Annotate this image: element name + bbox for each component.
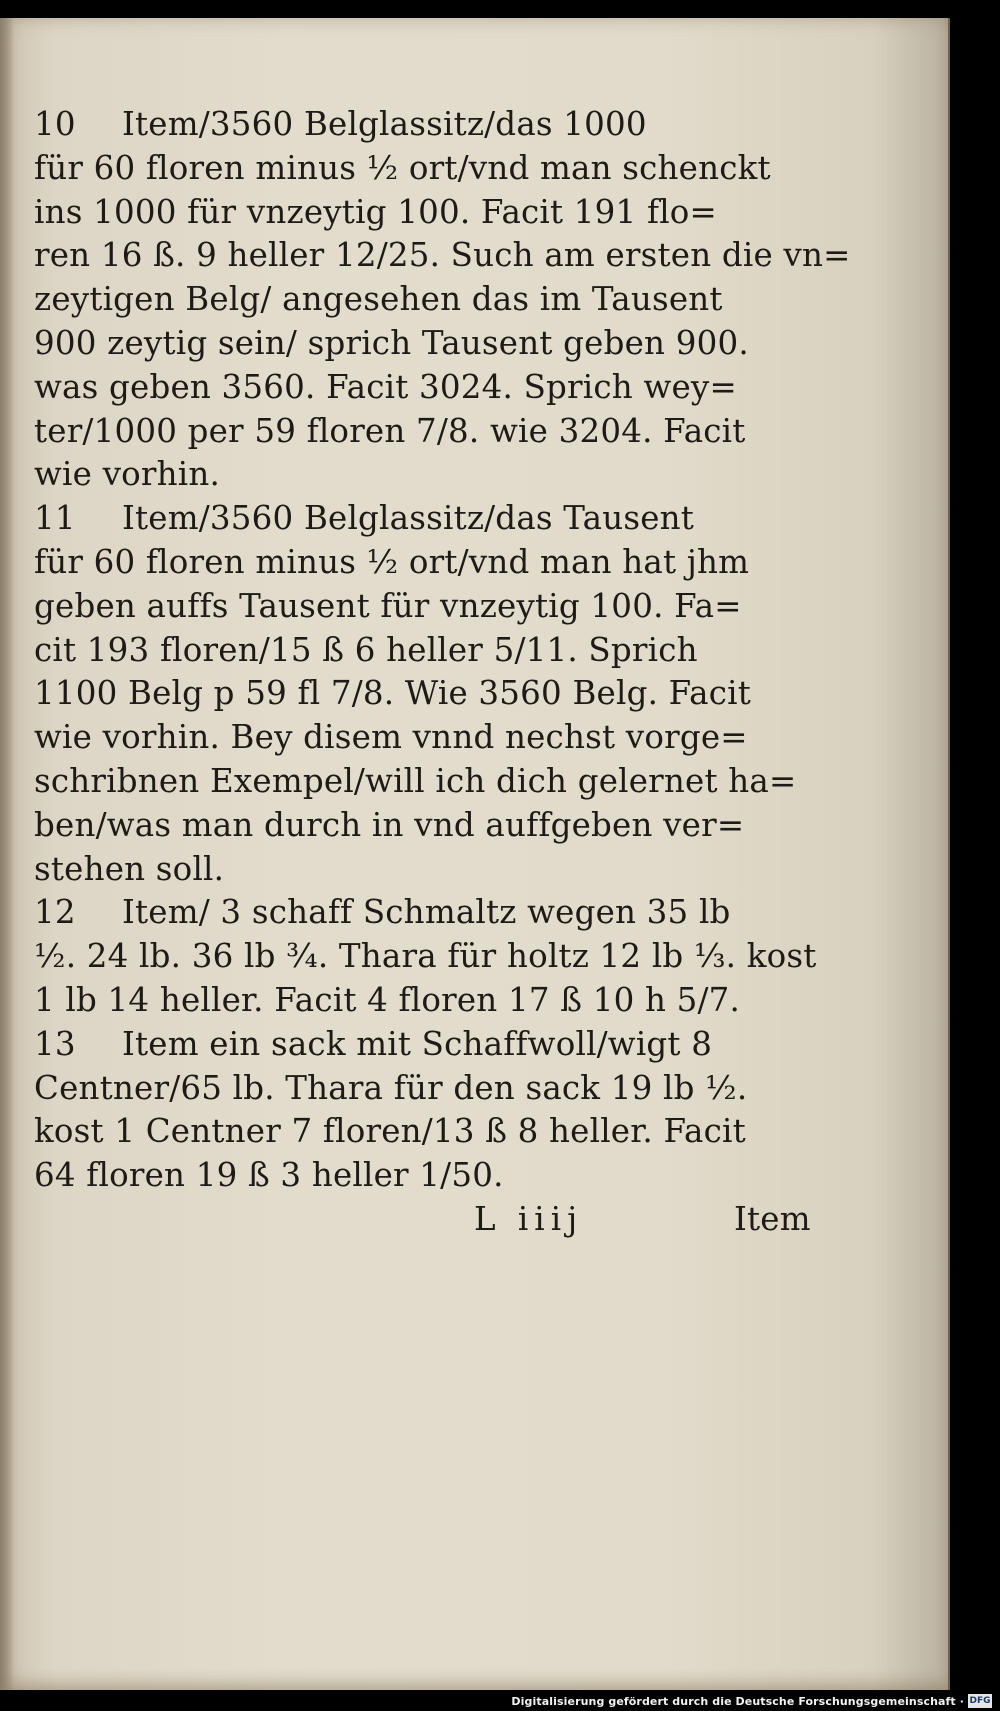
entry-first-line	[34, 497, 864, 541]
text-line	[34, 760, 864, 804]
page-text-block	[34, 103, 864, 1242]
entry-number: 11	[34, 499, 76, 538]
line-text: schribnen Exempel/will ich dich gelernet ha=	[34, 761, 797, 800]
text-line	[34, 848, 864, 892]
line-text: für 60 floren minus ½ ort/vnd man hat jhm	[34, 542, 750, 581]
line-text: ter/1000 per 59 floren 7/8. wie 3204. Facit	[34, 411, 746, 450]
line-text: Item/3560 Belglassitz/das 1000	[122, 105, 647, 143]
text-line	[34, 322, 864, 366]
text-line	[34, 234, 864, 278]
line-text: Centner/65 lb. Thara für den sack 19 lb ½.	[34, 1068, 748, 1107]
text-line	[34, 1154, 864, 1198]
line-text: ben/was man durch in vnd auffgeben ver=	[34, 805, 745, 844]
line-text: wie vorhin.	[34, 455, 221, 494]
line-text: geben auffs Tausent für vnzeytig 100. Fa=	[34, 586, 742, 625]
text-line	[34, 453, 864, 497]
line-text: stehen soll.	[34, 849, 225, 888]
line-text: zeytigen Belg/ angesehen das im Tausent	[34, 280, 723, 319]
line-text: ½. 24 lb. 36 lb ¾. Thara für holtz 12 lb ⅓. kost	[34, 937, 817, 976]
line-text: cit 193 floren/15 ß 6 heller 5/11. Sprich	[34, 630, 698, 669]
line-text: 1100 Belg p 59 fl 7/8. Wie 3560 Belg. Facit	[34, 674, 752, 713]
text-line	[34, 541, 864, 585]
footer-bar	[0, 1690, 1000, 1711]
text-line	[34, 804, 864, 848]
line-text: Item/3560 Belglassitz/das Tausent	[122, 499, 695, 538]
text-line	[34, 1110, 864, 1154]
text-line	[34, 366, 864, 410]
text-line	[34, 1067, 864, 1111]
line-text: für 60 floren minus ½ ort/vnd man schenckt	[34, 148, 771, 187]
entry-number: 13	[34, 1024, 76, 1063]
line-text: Item/ 3 schaff Schmaltz wegen 35 lb	[122, 893, 731, 932]
entry-first-line	[34, 1023, 864, 1067]
text-line	[34, 629, 864, 673]
entry-first-line	[34, 103, 864, 147]
dfg-logo-icon: DFG	[969, 1696, 991, 1706]
line-text: Item ein sack mit Schaffwoll/wigt 8	[122, 1024, 713, 1063]
text-line	[34, 147, 864, 191]
text-line	[34, 716, 864, 760]
book-page	[0, 18, 950, 1690]
text-line	[34, 410, 864, 454]
text-line	[34, 278, 864, 322]
entry-number: 12	[34, 893, 76, 932]
text-line	[34, 585, 864, 629]
text-line	[34, 672, 864, 716]
line-text: 900 zeytig sein/ sprich Tausent geben 900.	[34, 323, 749, 362]
line-text: was geben 3560. Facit 3024. Sprich wey=	[34, 367, 737, 406]
line-text: 1 lb 14 heller. Facit 4 floren 17 ß 10 h 5/7.	[34, 980, 741, 1019]
line-text: ren 16 ß. 9 heller 12/25. Such am ersten die vn=	[34, 236, 851, 275]
text-line	[34, 979, 864, 1023]
signature-mark: L iiij	[474, 1199, 584, 1238]
entry-first-line	[34, 891, 864, 935]
line-text: ins 1000 für vnzeytig 100. Facit 191 flo=	[34, 192, 717, 231]
line-text: wie vorhin. Bey disem vnnd nechst vorge=	[34, 718, 748, 757]
line-text: kost 1 Centner 7 floren/13 ß 8 heller. Facit	[34, 1112, 746, 1151]
catchword: Item	[734, 1199, 811, 1238]
text-line	[34, 935, 864, 979]
funding-credit: Digitalisierung gefördert durch die Deutsche Forschungsgemeinschaft ·	[511, 1695, 964, 1708]
signature-line	[34, 1198, 864, 1242]
text-line	[34, 191, 864, 235]
entry-number: 10	[34, 105, 76, 143]
line-text: 64 floren 19 ß 3 heller 1/50.	[34, 1156, 504, 1195]
